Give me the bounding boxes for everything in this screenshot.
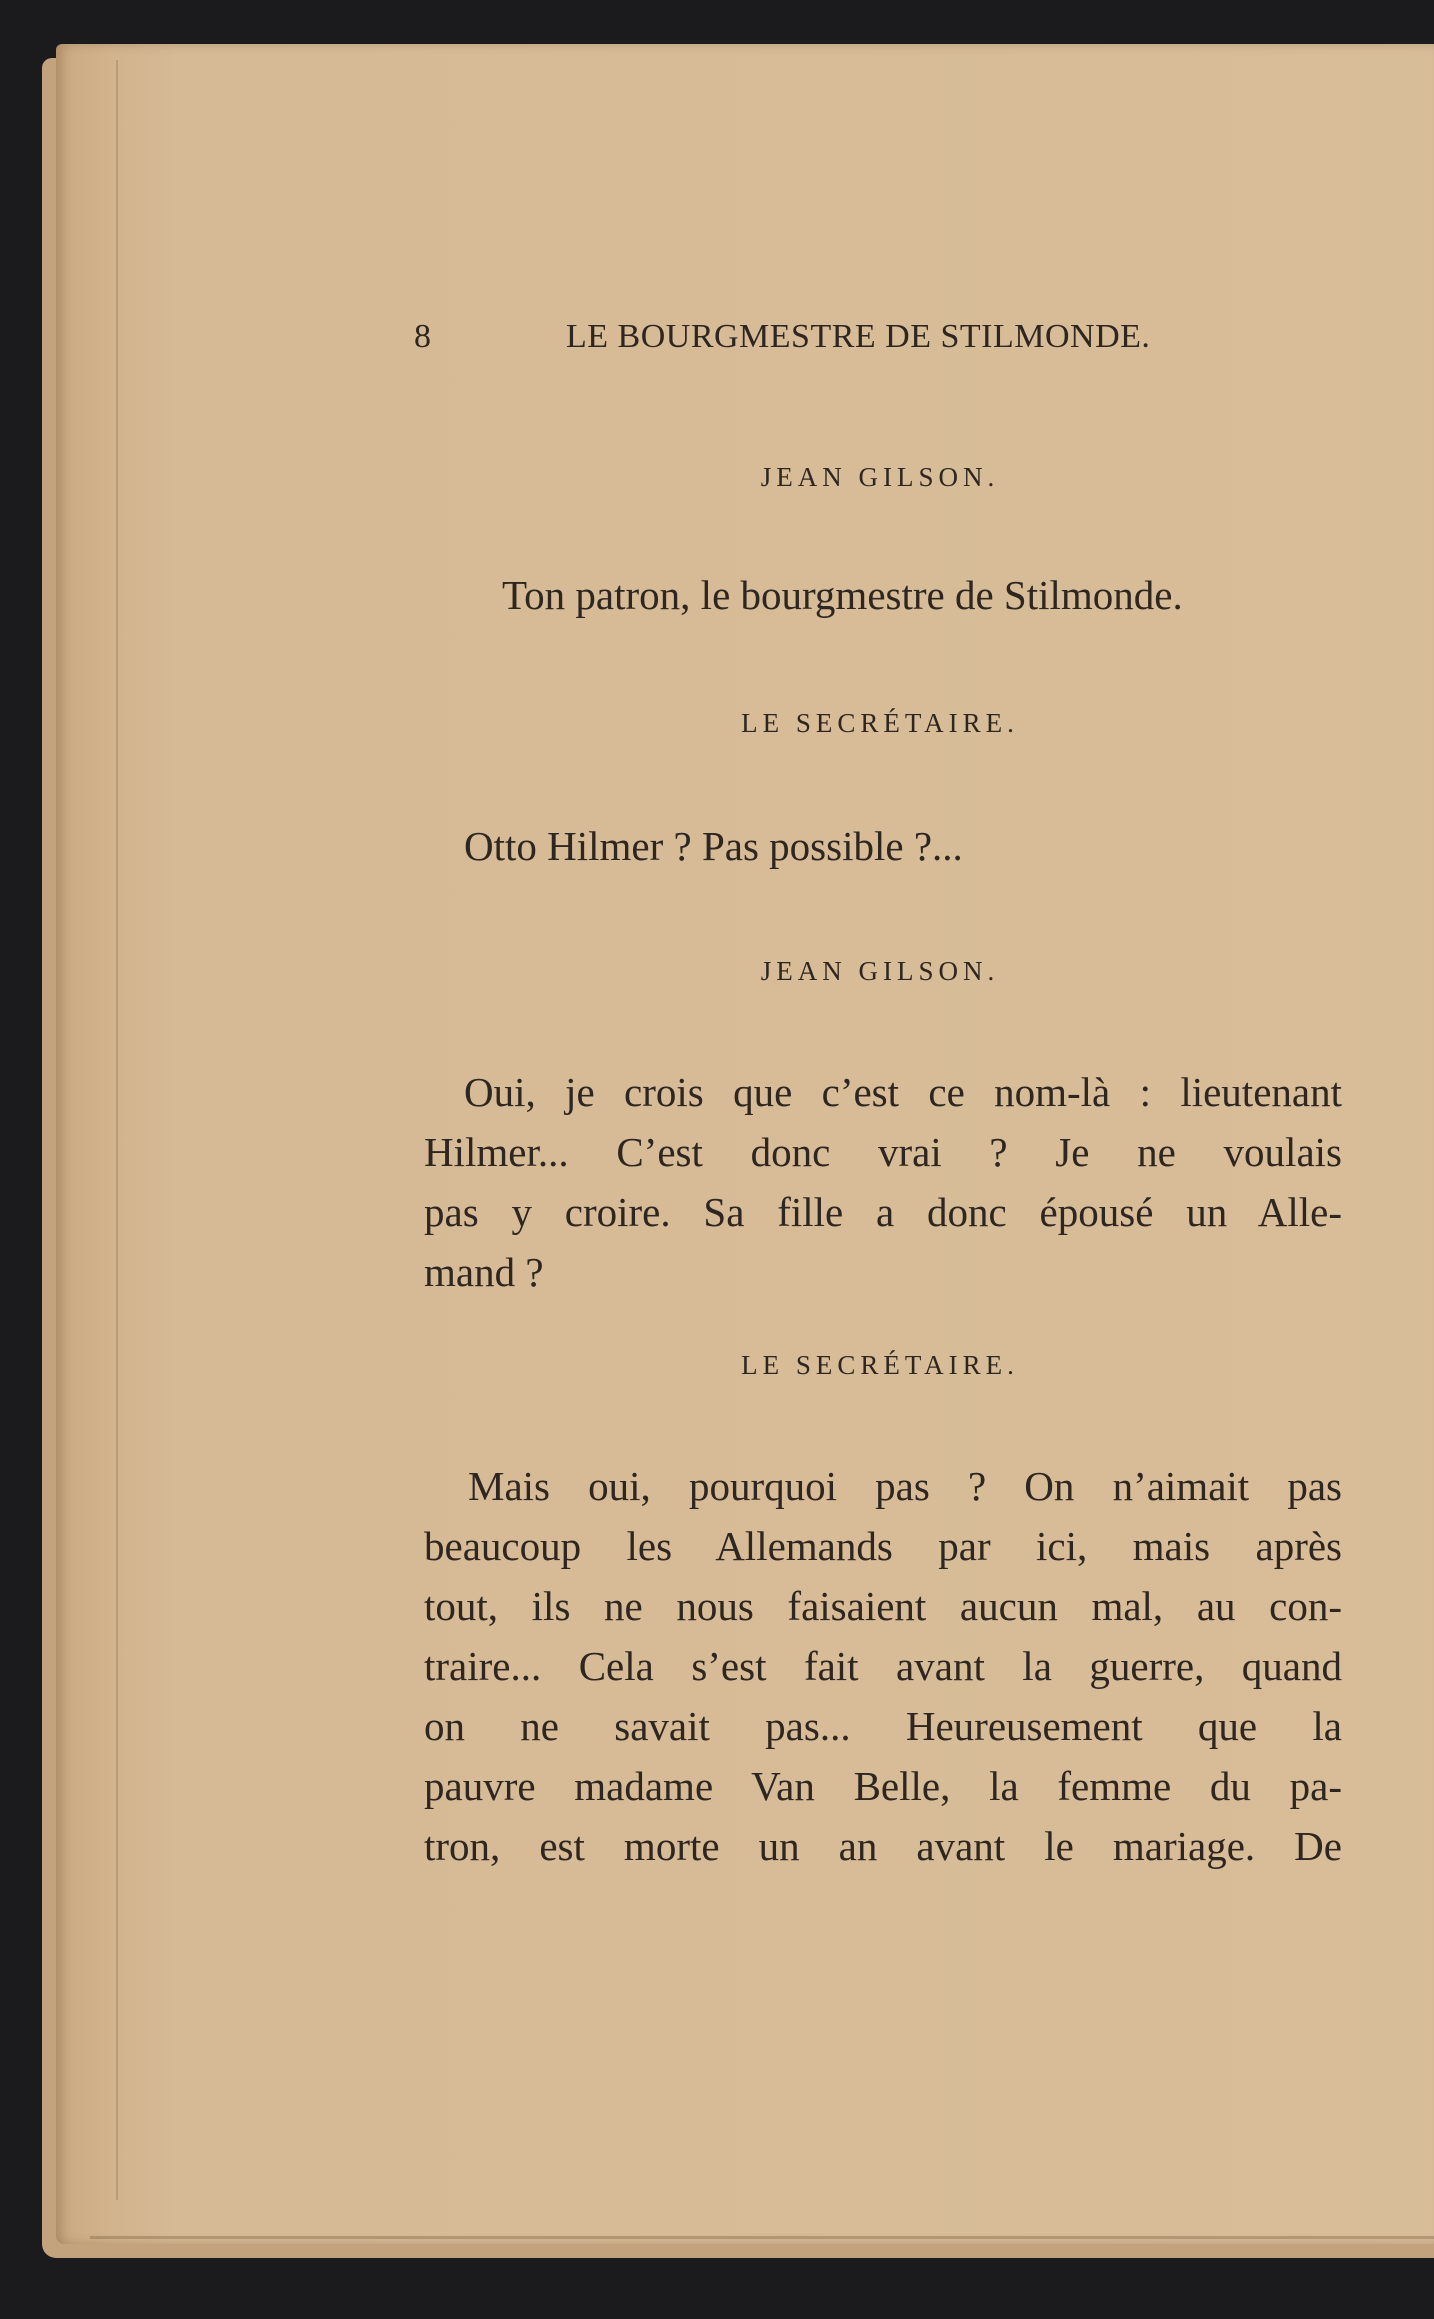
speaker-name: LE SECRÉTAIRE. — [741, 708, 1019, 738]
speech-line: tout, ils ne nous faisaient aucun mal, au con- — [424, 1583, 1342, 1629]
running-head-title: LE BOURGMESTRE DE STILMONDE. — [566, 318, 1151, 355]
speech-line: mand ? — [424, 1249, 544, 1295]
speaker-name: JEAN GILSON. — [760, 462, 1000, 492]
page-number: 8 — [414, 318, 432, 355]
speech-line: pas y croire. Sa fille a donc épousé un Alle- — [424, 1189, 1342, 1235]
speech-line: Oui, je crois que c’est ce nom-là : lieutenant — [464, 1069, 1342, 1115]
speech-line: Otto Hilmer ? Pas possible ?... — [464, 823, 963, 869]
speaker-name: LE SECRÉTAIRE. — [741, 1350, 1019, 1380]
speech-line: pauvre madame Van Belle, la femme du pa- — [424, 1763, 1342, 1809]
speech-paragraph — [424, 565, 1342, 625]
speech-line: Ton patron, le bourgmestre de Stilmonde. — [502, 572, 1183, 618]
speech-line: tron, est morte un an avant le mariage. De — [424, 1823, 1342, 1869]
running-head — [414, 318, 1314, 362]
speech-line: Mais oui, pourquoi pas ? On n’aimait pas — [468, 1463, 1342, 1509]
speech-paragraph — [424, 816, 1342, 876]
speech-line: traire... Cela s’est fait avant la guerre, quand — [424, 1643, 1342, 1689]
speech-paragraph — [424, 1062, 1342, 1302]
speaker-name: JEAN GILSON. — [760, 956, 1000, 986]
speech-line: on ne savait pas... Heureusement que la — [424, 1703, 1342, 1749]
speech-line: Hilmer... C’est donc vrai ? Je ne voulais — [424, 1129, 1342, 1175]
speech-line: beaucoup les Allemands par ici, mais après — [424, 1523, 1342, 1569]
speech-paragraph — [424, 1456, 1342, 1876]
